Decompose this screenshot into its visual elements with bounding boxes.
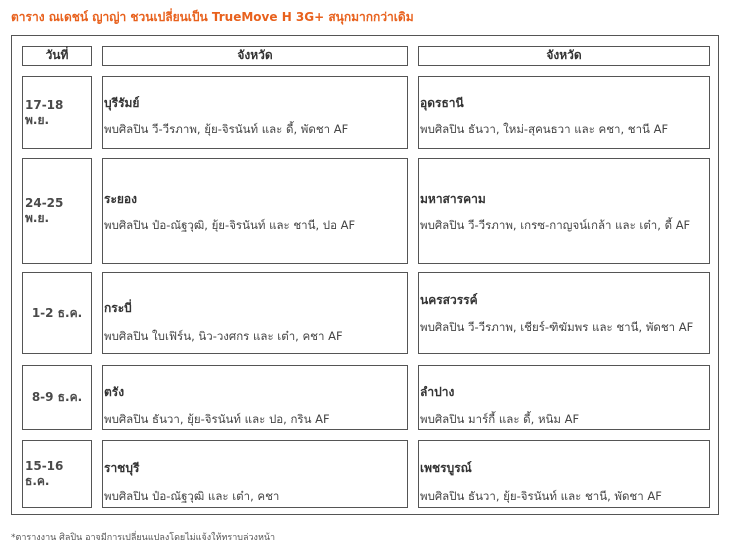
artist-list: พบศิลปิน วี-วีรภาพ, ยุ้ย-จิรนันท์ และ ดี้, พัดชา AF — [104, 122, 349, 136]
schedule-table — [11, 35, 719, 515]
province-cell-left — [102, 440, 408, 508]
province-cell-left — [102, 365, 408, 430]
province-cell-left — [102, 158, 408, 264]
footnote: *ตารางงาน ศิลปิน อาจมีการเปลี่ยนแปลงโดยไม่แจ้งให้ทราบล่วงหน้า — [11, 533, 276, 543]
artist-list: พบศิลปิน ป๋อ-ณัฐวุฒิ, ยุ้ย-จิรนันท์ และ ชานี, ปอ AF — [104, 218, 356, 232]
artist-list: พบศิลปิน วี-วีรภาพ, เกรซ-กาญจน์เกล้า และ เต๋า, ดี้ AF — [420, 218, 691, 232]
header-date: วันที่ — [22, 46, 92, 66]
province-name: บุรีรัมย์ — [104, 96, 140, 110]
province-name: มหาสารคาม — [420, 192, 486, 206]
artist-list: พบศิลปิน ธันวา, ยุ้ย-จิรนันท์ และ ปอ, กริน AF — [104, 412, 330, 426]
header-province-left: จังหวัด — [102, 46, 408, 66]
artist-list: พบศิลปิน มาร์กี้ และ ดี้, หนิม AF — [420, 412, 580, 426]
province-cell-right — [418, 365, 710, 430]
province-name: ตรัง — [104, 385, 125, 399]
province-cell-right — [418, 158, 710, 264]
province-cell-left — [102, 272, 408, 354]
province-cell-right — [418, 272, 710, 354]
province-name: กระบี่ — [104, 301, 132, 315]
artist-list: พบศิลปิน วี-วีรภาพ, เชียร์-ฑิฆัมพร และ ชานี, พัดชา AF — [420, 320, 694, 334]
province-name: ลำปาง — [420, 385, 455, 399]
province-cell-right — [418, 76, 710, 149]
date-cell: 8-9 ธ.ค. — [22, 365, 92, 430]
artist-list: พบศิลปิน ธันวา, ยุ้ย-จิรนันท์ และ ชานี, พัดชา AF — [420, 489, 662, 503]
date-cell: 24-25 พ.ย. — [22, 158, 92, 264]
province-name: ราชบุรี — [104, 461, 140, 475]
province-name: เพชรบูรณ์ — [420, 461, 472, 475]
date-cell: 1-2 ธ.ค. — [22, 272, 92, 354]
artist-list: พบศิลปิน ธันวา, ใหม่-สุคนธวา และ คชา, ชานี AF — [420, 122, 669, 136]
province-cell-right — [418, 440, 710, 508]
page-title: ตาราง ณเดชน์ ญาญ่า ชวนเปลี่ยนเป็น TrueMove H 3G+ สนุกมากกว่าเดิม — [11, 10, 414, 24]
date-cell: 17-18 พ.ย. — [22, 76, 92, 149]
artist-list: พบศิลปิน ป๋อ-ณัฐวุฒิ และ เต๋า, คชา — [104, 489, 280, 503]
province-name: นครสวรรค์ — [420, 293, 478, 307]
date-cell: 15-16 ธ.ค. — [22, 440, 92, 508]
province-cell-left — [102, 76, 408, 149]
artist-list: พบศิลปิน ใบเฟิร์น, นิว-วงศกร และ เต๋า, คชา AF — [104, 329, 343, 343]
header-province-right: จังหวัด — [418, 46, 710, 66]
province-name: อุดรธานี — [420, 96, 464, 110]
province-name: ระยอง — [104, 192, 137, 206]
